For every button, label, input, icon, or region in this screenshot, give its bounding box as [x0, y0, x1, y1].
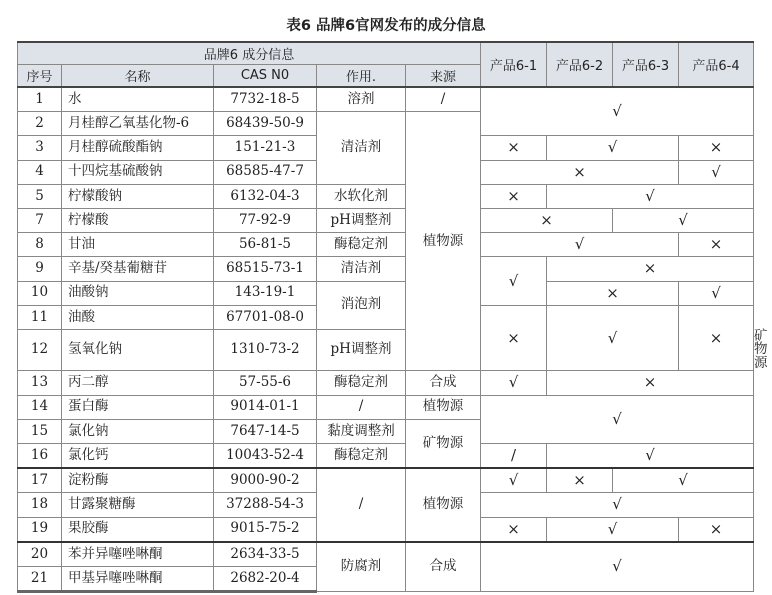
- row-name: 蛋白酶: [62, 395, 214, 419]
- row-cas: 57-55-6: [214, 371, 317, 395]
- mark-check: √: [481, 257, 547, 305]
- table-row: [18, 468, 754, 493]
- row-function: /: [317, 468, 406, 542]
- row-name: 月桂醇硫酸酯钠: [62, 136, 214, 160]
- row-no: 18: [18, 493, 62, 517]
- mark-cross: ×: [481, 160, 679, 184]
- mark-check: √: [481, 395, 754, 443]
- row-function: pH调整剂: [317, 208, 406, 232]
- row-function: 消泡剂: [317, 281, 406, 329]
- row-name: 甲基异噻唑啉酮: [62, 566, 214, 591]
- row-cas: 6132-04-3: [214, 184, 317, 208]
- row-cas: 56-81-5: [214, 233, 317, 257]
- col-no: 序号: [18, 65, 62, 88]
- row-source: 合成: [406, 371, 481, 395]
- col-name: 名称: [62, 65, 214, 88]
- row-no: 8: [18, 233, 62, 257]
- row-no: 7: [18, 208, 62, 232]
- table-row: [18, 184, 754, 208]
- mark-cross: ×: [547, 281, 679, 305]
- row-no: 3: [18, 136, 62, 160]
- table-row: [18, 371, 754, 395]
- row-name: 氢氧化钠: [62, 329, 214, 371]
- mark-cross: ×: [679, 517, 754, 542]
- row-function: 酶稳定剂: [317, 233, 406, 257]
- row-function: 溶剂: [317, 87, 406, 112]
- group-header: 品牌6 成分信息: [18, 42, 481, 65]
- mark-check: √: [613, 208, 754, 232]
- mark-check: √: [679, 160, 754, 184]
- row-name: 辛基/癸基葡糖苷: [62, 257, 214, 281]
- mark-check: √: [481, 542, 754, 592]
- mark-check: √: [679, 281, 754, 305]
- table-row: [18, 257, 754, 281]
- row-name: 甘露聚糖酶: [62, 493, 214, 517]
- mark-check: √: [547, 136, 679, 160]
- row-cas: 68515-73-1: [214, 257, 317, 281]
- row-function: 酶稳定剂: [317, 371, 406, 395]
- table-row: [18, 233, 754, 257]
- col-source: 来源: [406, 65, 481, 88]
- row-function: 清洁剂: [317, 257, 406, 281]
- row-no: 13: [18, 371, 62, 395]
- row-function: 水软化剂: [317, 184, 406, 208]
- row-name: 柠檬酸: [62, 208, 214, 232]
- row-source: /: [406, 87, 481, 112]
- row-name: 苯并异噻唑啉酮: [62, 542, 214, 567]
- row-name: 甘油: [62, 233, 214, 257]
- mark-cross: ×: [547, 468, 613, 493]
- row-name: 氯化钙: [62, 443, 214, 468]
- row-cas: 2634-33-5: [214, 542, 317, 567]
- row-source: 合成: [406, 542, 481, 592]
- row-name: 柠檬酸钠: [62, 184, 214, 208]
- mark-check: √: [547, 305, 679, 371]
- row-function: 酶稳定剂: [317, 443, 406, 468]
- row-cas: 1310-73-2: [214, 329, 317, 371]
- row-function: 防腐剂: [317, 542, 406, 592]
- col-product-6-2: 产品6-2: [547, 42, 613, 87]
- row-name: 果胶酶: [62, 517, 214, 542]
- mark-cross: ×: [679, 136, 754, 160]
- row-cas: 9015-75-2: [214, 517, 317, 542]
- row-no: 15: [18, 419, 62, 443]
- row-no: 4: [18, 160, 62, 184]
- row-name: 丙二醇: [62, 371, 214, 395]
- row-no: 11: [18, 305, 62, 329]
- row-no: 21: [18, 566, 62, 591]
- mark-cross: ×: [481, 136, 547, 160]
- table-row: [18, 395, 754, 419]
- row-name: 油酸钠: [62, 281, 214, 305]
- row-cas: 67701-08-0: [214, 305, 317, 329]
- mark-check: √: [481, 371, 547, 395]
- mark-cross: ×: [547, 257, 754, 281]
- mark-cross: ×: [679, 305, 754, 371]
- row-cas: 7647-14-5: [214, 419, 317, 443]
- row-function: pH调整剂: [317, 329, 406, 371]
- row-no: 1: [18, 87, 62, 112]
- row-cas: 143-19-1: [214, 281, 317, 305]
- row-source: 植物源: [406, 112, 481, 371]
- row-no: 20: [18, 542, 62, 567]
- table-row: [18, 208, 754, 232]
- table-title: 表6 品牌6官网发布的成分信息: [286, 18, 486, 34]
- row-no: 12: [18, 329, 62, 371]
- row-cas: 10043-52-4: [214, 443, 317, 468]
- row-name: 油酸: [62, 305, 214, 329]
- row-name: 氯化钠: [62, 419, 214, 443]
- row-cas: 9000-90-2: [214, 468, 317, 493]
- row-name: 月桂醇乙氧基化物-6: [62, 112, 214, 136]
- mark-check: √: [547, 517, 679, 542]
- row-no: 10: [18, 281, 62, 305]
- row-function: /: [317, 395, 406, 419]
- table-row: [18, 443, 754, 468]
- mark-check: √: [481, 87, 754, 136]
- row-no: 5: [18, 184, 62, 208]
- row-no: 9: [18, 257, 62, 281]
- row-cas: 77-92-9: [214, 208, 317, 232]
- col-product-6-4: 产品6-4: [679, 42, 754, 87]
- row-cas: 68439-50-9: [214, 112, 317, 136]
- row-cas: 9014-01-1: [214, 395, 317, 419]
- mark-check: √: [547, 184, 754, 208]
- mark-check: √: [481, 493, 754, 517]
- table-row: [18, 542, 754, 567]
- row-function: 黏度调整剂: [317, 419, 406, 443]
- row-name: 水: [62, 87, 214, 112]
- mark-cross: ×: [679, 233, 754, 257]
- mark-cross: ×: [481, 305, 547, 371]
- row-function: 清洁剂: [317, 112, 406, 185]
- col-product-6-3: 产品6-3: [613, 42, 679, 87]
- table-row: [18, 87, 754, 112]
- row-cas: 2682-20-4: [214, 566, 317, 591]
- mark-cross: ×: [481, 184, 547, 208]
- row-source: 植物源: [406, 468, 481, 542]
- col-function: 作用.: [317, 65, 406, 88]
- row-name: 淀粉酶: [62, 468, 214, 493]
- row-cas: 37288-54-3: [214, 493, 317, 517]
- table-row: [18, 281, 754, 305]
- row-no: 2: [18, 112, 62, 136]
- row-cas: 68585-47-7: [214, 160, 317, 184]
- mark-check: √: [481, 468, 547, 493]
- mark-cross: ×: [481, 517, 547, 542]
- col-cas: CAS N0: [214, 65, 317, 88]
- row-no: 17: [18, 468, 62, 493]
- mark-slash: /: [481, 443, 547, 468]
- mark-check: √: [481, 233, 679, 257]
- mark-cross: ×: [547, 371, 754, 395]
- row-no: 19: [18, 517, 62, 542]
- row-no: 16: [18, 443, 62, 468]
- table-row: 12 氢氧化钠 1310-73-2 pH调整剂 矿物源: [18, 329, 754, 371]
- row-cas: 7732-18-5: [214, 87, 317, 112]
- row-cas: 151-21-3: [214, 136, 317, 160]
- row-no: 14: [18, 395, 62, 419]
- mark-check: √: [613, 468, 754, 493]
- row-name: 十四烷基硫酸钠: [62, 160, 214, 184]
- row-source: 矿物源: [406, 419, 481, 468]
- ingredient-table: [17, 41, 768, 593]
- row-source: 植物源: [406, 395, 481, 419]
- col-product-6-1: 产品6-1: [481, 42, 547, 87]
- mark-check: √: [547, 443, 754, 468]
- mark-cross: ×: [481, 208, 613, 232]
